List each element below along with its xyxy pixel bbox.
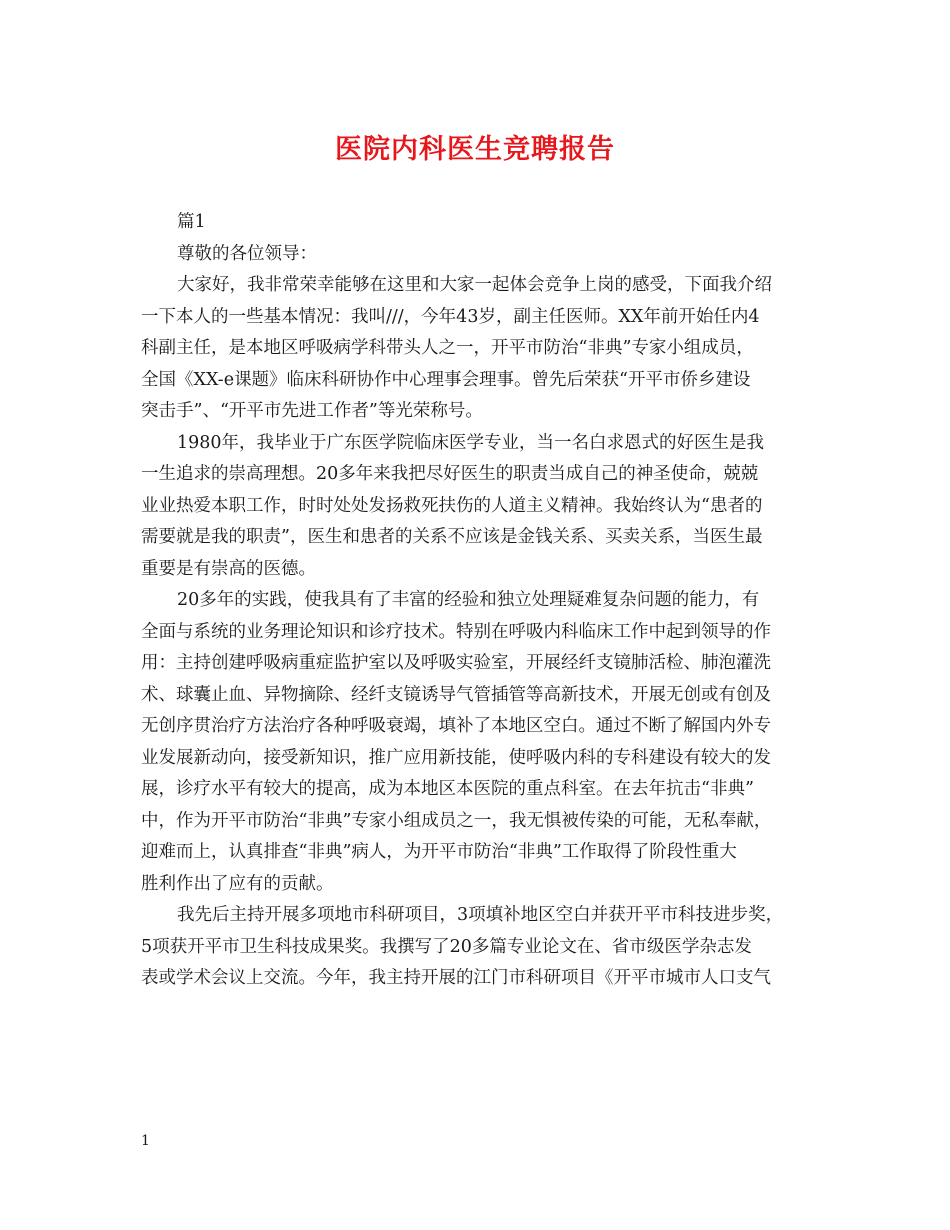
- text-line: 全国《XX-e课题》临床科研协作中心理事会理事。曾先后荣获“开平市侨乡建设: [141, 369, 751, 390]
- text-line: 全面与系统的业务理论知识和诊疗技术。特别在呼吸内科临床工作中起到领导的作: [141, 621, 771, 642]
- text-line: 业业热爱本职工作，时时处处发扬救死扶伤的人道主义精神。我始终认为“患者的: [141, 495, 763, 516]
- document-body: [141, 207, 821, 995]
- text-line: 尊敬的各位领导：: [177, 243, 317, 264]
- text-line: 篇1: [177, 212, 206, 232]
- text-line: 大家好，我非常荣幸能够在这里和大家一起体会竞争上岗的感受，下面我介绍: [177, 275, 772, 295]
- text-line: 1980年，我毕业于广东医学院临床医学专业，当一名白求恩式的好医生是我: [177, 432, 765, 453]
- page-number: 1: [141, 1133, 150, 1149]
- text-line: 表或学术会议上交流。今年，我主持开展的江门市科研项目《开平市城市人口支气: [141, 968, 771, 988]
- text-line: 科副主任，是本地区呼吸病学科带头人之一，开平市防治“非典”专家小组成员，: [141, 338, 754, 358]
- text-line: 用：主持创建呼吸病重症监护室以及呼吸实验室，开展经纤支镜肺活检、肺泡灌洗: [141, 653, 771, 673]
- text-line: 中，作为开平市防治“非典”专家小组成员之一，我无惧被传染的可能，无私奉献，: [141, 810, 772, 831]
- text-line: 迎难而上，认真排查“非典”病人，为开平市防治“非典”工作取得了阶段性重大: [141, 842, 737, 862]
- text-line: 业发展新动向，接受新知识，推广应用新技能，使呼吸内科的专科建设有较大的发: [141, 747, 771, 768]
- text-line: 术、球囊止血、异物摘除、经纤支镜诱导气管插管等高新技术，开展无创或有创及: [141, 684, 771, 705]
- text-line: 我先后主持开展多项地市科研项目，3项填补地区空白并获开平市科技进步奖，: [177, 905, 784, 925]
- text-line: 突击手”、“开平市先进工作者”等光荣称号。: [141, 401, 483, 421]
- text-line: 一下本人的一些基本情况：我叫///，今年43岁，副主任医师。XX年前开始任内4: [141, 306, 760, 327]
- text-line: 胜利作出了应有的贡献。: [141, 873, 334, 894]
- text-line: 重要是有崇高的医德。: [141, 558, 316, 579]
- text-line: 展，诊疗水平有较大的提高，成为本地区本医院的重点科室。在去年抗击“非典”: [141, 779, 754, 799]
- text-line: 一生追求的崇高理想。20多年来我把尽好医生的职责当成自己的神圣使命，兢兢: [141, 464, 759, 484]
- text-line: 需要就是我的职责”，医生和患者的关系不应该是金钱关系、买卖关系，当医生最: [141, 527, 763, 547]
- text-line: 20多年的实践，使我具有了丰富的经验和独立处理疑难复杂问题的能力，有: [177, 590, 760, 610]
- text-line: 无创序贯治疗方法治疗各种呼吸衰竭，填补了本地区空白。通过不断了解国内外专: [141, 716, 771, 736]
- document-title: 医院内科医生竞聘报告: [335, 134, 615, 165]
- text-line: 5项获开平市卫生科技成果奖。我撰写了20多篇专业论文在、省市级医学杂志发: [141, 936, 752, 957]
